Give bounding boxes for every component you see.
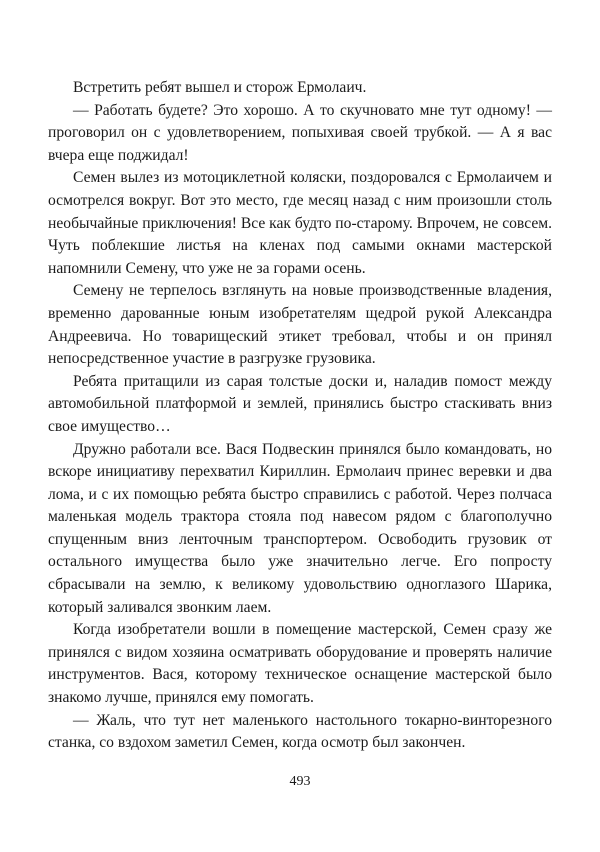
paragraph-7: Когда изобретатели вошли в помещение мастерской, Семен сразу же принялся с видом хозяина осматривать оборудование и проверять наличие инструментов. Вася, которому техническое оснащение мастерской было знакомо лучше, принялся ему помогать. xyxy=(48,621,552,707)
page-number: 493 xyxy=(289,774,311,789)
paragraph-1: Встретить ребят вышел и сторож Ермолаич. xyxy=(73,79,367,96)
paragraph-2: — Работать будете? Это хорошо. А то скучновато мне тут одному! — проговорил он с удовлетворением, попыхивая своей трубкой. — А я вас вчера еще поджидал! xyxy=(48,101,552,164)
book-page-body xyxy=(48,77,552,755)
paragraph-4: Семену не терпелось взглянуть на новые производственные владения, временно дарованные юным изобретателям щедрой рукой Александра Андреевича. Но товарищеский этикет требовал, чтобы и он принял непосредственное участие в разгрузке грузовика. xyxy=(48,282,552,368)
paragraph-8: — Жаль, что тут нет маленького настольного токарно-винторезного станка, со вздохом заметил Семен, когда осмотр был закончен. xyxy=(48,711,552,752)
paragraph-5: Ребята притащили из сарая толстые доски и, наладив помост между автомобильной платформой и землей, принялись быстро стаскивать вниз свое имущество… xyxy=(48,372,552,435)
paragraph-6: Дружно работали все. Вася Подвескин принялся было командовать, но вскоре инициативу перехватил Кириллин. Ермолаич принес веревки и два лома, и с их помощью ребята быстро справились с работой. Через полчаса маленькая модель трактора стояла под навесом рядом с благополучно спущенным вниз ленточным транспортером. Освободить грузовик от остального имущества было уже значительно легче. Его попросту сбрасывали на землю, к великому удовольствию одноглазого Шарика, который заливался звонким лаем. xyxy=(48,440,552,616)
paragraph-3: Семен вылез из мотоциклетной коляски, поздоровался с Ермолаичем и осмотрелся вокруг. Вот это место, где месяц назад с ним произошли столь необычайные приключения! Все как будто по-старому. Впрочем, не совсем. Чуть поблекшие листья на кленах под самыми окнами мастерской напомнили Семену, что уже не за горами осень. xyxy=(48,169,553,277)
